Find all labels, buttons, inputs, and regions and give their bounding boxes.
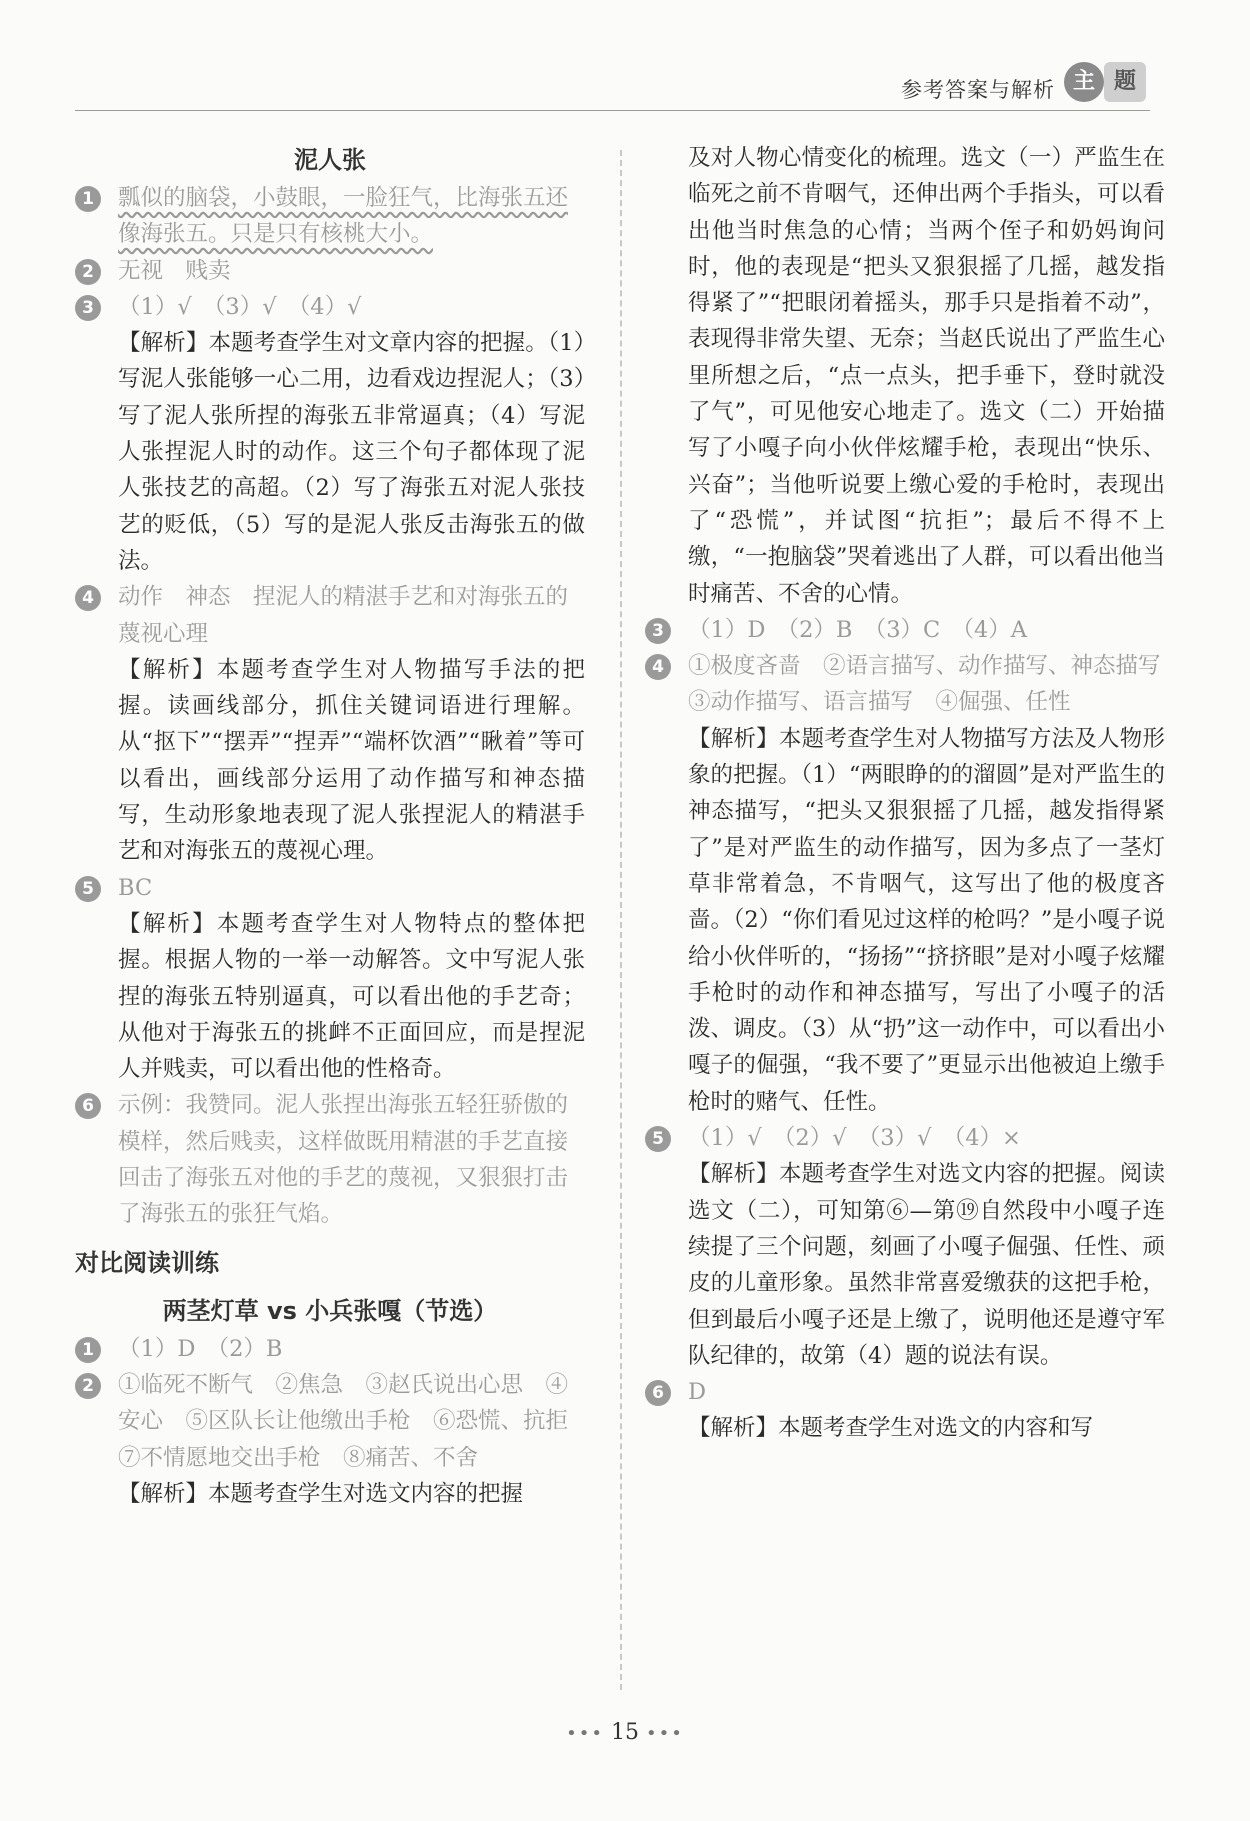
footer-dots-left: ••• <box>566 1723 604 1744</box>
section-heading-comparison: 对比阅读训练 <box>75 1248 219 1277</box>
question-6 <box>75 1087 585 1232</box>
comparison-question-5 <box>645 1120 1165 1156</box>
question-number: 5 <box>75 876 101 902</box>
header-title: 参考答案与解析 <box>901 78 1055 102</box>
explanation-text: 【解析】本题考查学生对人物描写手法的把握。读画线部分，抓住关键词语进行理解。从“抠下”“摆弄”“捏弄”“端杯饮酒”“瞅着”等可以看出，画线部分运用了动作描写和神态描写，生动形象地表现了泥人张捏泥人的精湛手艺和对海张五的蔑视心理。 <box>118 656 585 865</box>
question-1 <box>75 180 585 253</box>
badge-right: 题 <box>1104 62 1146 102</box>
question-number: 4 <box>75 585 101 611</box>
explanation-text: 【解析】本题考查学生对选文内容的把握。阅读选文（二），可知第⑥—第⑲自然段中小嘎子连续提了三个问题，刻画了小嘎子倔强、任性、顽皮的儿童形象。虽然非常喜爱缴获的这把手枪，但到最后小嘎子还是上缴了，说明他还是遵守军队纪律的，故第（4）题的说法有误。 <box>688 1161 1165 1369</box>
right-column <box>645 140 1184 1447</box>
footer-dots-right: ••• <box>646 1723 684 1744</box>
question-number: 1 <box>75 1337 101 1363</box>
answer-text: BC <box>118 874 153 901</box>
answer-text: ①极度吝啬 ②语言描写、动作描写、神态描写 ③动作描写、语言描写 ④倔强、任性 <box>688 653 1184 716</box>
page-header <box>75 60 1150 111</box>
explanation-text: 【解析】本题考查学生对人物特点的整体把握。根据人物的一举一动解答。文中写泥人张捏的海张五特别逼真，可以看出他的手艺奇；从他对于海张五的挑衅不正面回应，而是捏泥人并贱卖，可以看出他的性格奇。 <box>118 910 585 1083</box>
badge-left: 主 <box>1064 62 1104 102</box>
question-3 <box>75 289 585 325</box>
answer-text: 动作 神态 捏泥人的精湛手艺和对海张五的蔑视心理 <box>118 584 569 647</box>
answer-text: ①临死不断气 ②焦急 ③赵氏说出心思 ④安心 ⑤区队长让他缴出手枪 ⑥恐慌、抗拒 ⑦不情愿地交出手枪 ⑧痛苦、不舍 <box>118 1371 591 1471</box>
question-5 <box>75 870 585 906</box>
page-footer <box>0 1720 1250 1745</box>
answer-text: （1）D （2）B （3）C （4）A <box>688 616 1028 643</box>
answer-text: D <box>688 1379 707 1406</box>
question-number: 5 <box>645 1126 671 1152</box>
question-number: 6 <box>645 1380 671 1406</box>
question-number: 1 <box>75 186 101 212</box>
left-column <box>75 140 591 1512</box>
explanation-text: 【解析】本题考查学生对人物描写方法及人物形象的把握。（1）“两眼睁的的溜圆”是对严监生的神态描写，“把头又狠狠摇了几摇，越发指得紧了”是对严监生的动作描写，因为多点了一茎灯草非常着急，不肯咽气，这写出了他的极度吝啬。（2）“你们看见过这样的枪吗？”是小嘎子说给小伙伴听的，“扬扬”“挤挤眼”是对小嘎子炫耀手枪时的动作和神态描写，写出了小嘎子的活泼、调皮。（3）从“扔”这一动作中，可以看出小嘎子的倔强，“我不要了”更显示出他被迫上缴手枪时的赌气、任性。 <box>688 725 1165 1115</box>
explanation-text: 【解析】本题考查学生对选文的内容和写 <box>688 1415 1094 1442</box>
question-number: 6 <box>75 1093 101 1119</box>
column-divider <box>620 150 622 1690</box>
question-number: 3 <box>645 618 671 644</box>
question-4 <box>75 579 585 652</box>
answer-text: （1）√ （2）√ （3）√ （4）× <box>688 1125 1021 1152</box>
topic-badge <box>1064 60 1150 102</box>
question-2 <box>75 253 585 289</box>
section-title-nirenzhang: 泥人张 <box>294 146 366 174</box>
answer-text: （1）√ （3）√ （4）√ <box>118 293 362 320</box>
answer-text: 瓢似的脑袋，小鼓眼，一脸狂气，比海张五还像海张五。只是只有核桃大小。 <box>118 185 569 248</box>
explanation-text: 【解析】本题考查学生对选文内容的把握 <box>118 1480 524 1507</box>
page-number: 15 <box>611 1720 639 1745</box>
answer-text: 泥人张捏出海张五轻狂骄傲的模样，然后贱卖，这样做既用精湛的手艺直接回击了海张五对他的手艺的蔑视，又狠狠打击了海张五的张狂气焰。 <box>118 1092 569 1228</box>
answer-prefix: 示例：我赞同。 <box>118 1092 276 1119</box>
question-number: 3 <box>75 295 101 321</box>
comparison-question-6 <box>645 1374 1165 1410</box>
answer-text: （1）D （2）B <box>118 1335 283 1362</box>
comparison-question-2 <box>75 1367 591 1476</box>
explanation-continued: 及对人物心情变化的梳理。选文（一）严监生在临死之前不肯咽气，还伸出两个手指头，可以看出他当时焦急的心情；当两个侄子和奶妈询问时，他的表现是“把头又狠狠摇了几摇，越发指得紧了”“把眼闭着摇头，那手只是指着不动”，表现得非常失望、无奈；当赵氏说出了严监生心里所想之后，“点一点头，把手垂下，登时就没了气”，可见他安心地走了。选文（二）开始描写了小嘎子向小伙伴炫耀手枪，表现出“快乐、兴奋”；当他听说要上缴心爱的手枪时，表现出了“恐慌”，并试图“抗拒”；最后不得不上缴，“一抱脑袋”哭着逃出了人群，可以看出他当时痛苦、不舍的心情。 <box>688 145 1165 607</box>
section-title-comparison: 两茎灯草 vs 小兵张嘎（节选） <box>162 1296 498 1325</box>
comparison-question-4 <box>645 648 1184 721</box>
question-number: 2 <box>75 259 101 285</box>
question-number: 4 <box>645 654 671 680</box>
comparison-question-3 <box>645 612 1165 648</box>
explanation-text: 【解析】本题考查学生对文章内容的把握。（1）写泥人张能够一心二用，边看戏边捏泥人；（3）写了泥人张所捏的海张五非常逼真；（4）写泥人张捏泥人时的动作。这三个句子都体现了泥人张技艺的高超。（2）写了海张五对泥人张技艺的贬低，（5）写的是泥人张反击海张五的做法。 <box>118 330 585 574</box>
answer-text: 无视 贱卖 <box>118 257 231 284</box>
question-number: 2 <box>75 1373 101 1399</box>
comparison-question-1 <box>75 1331 585 1367</box>
